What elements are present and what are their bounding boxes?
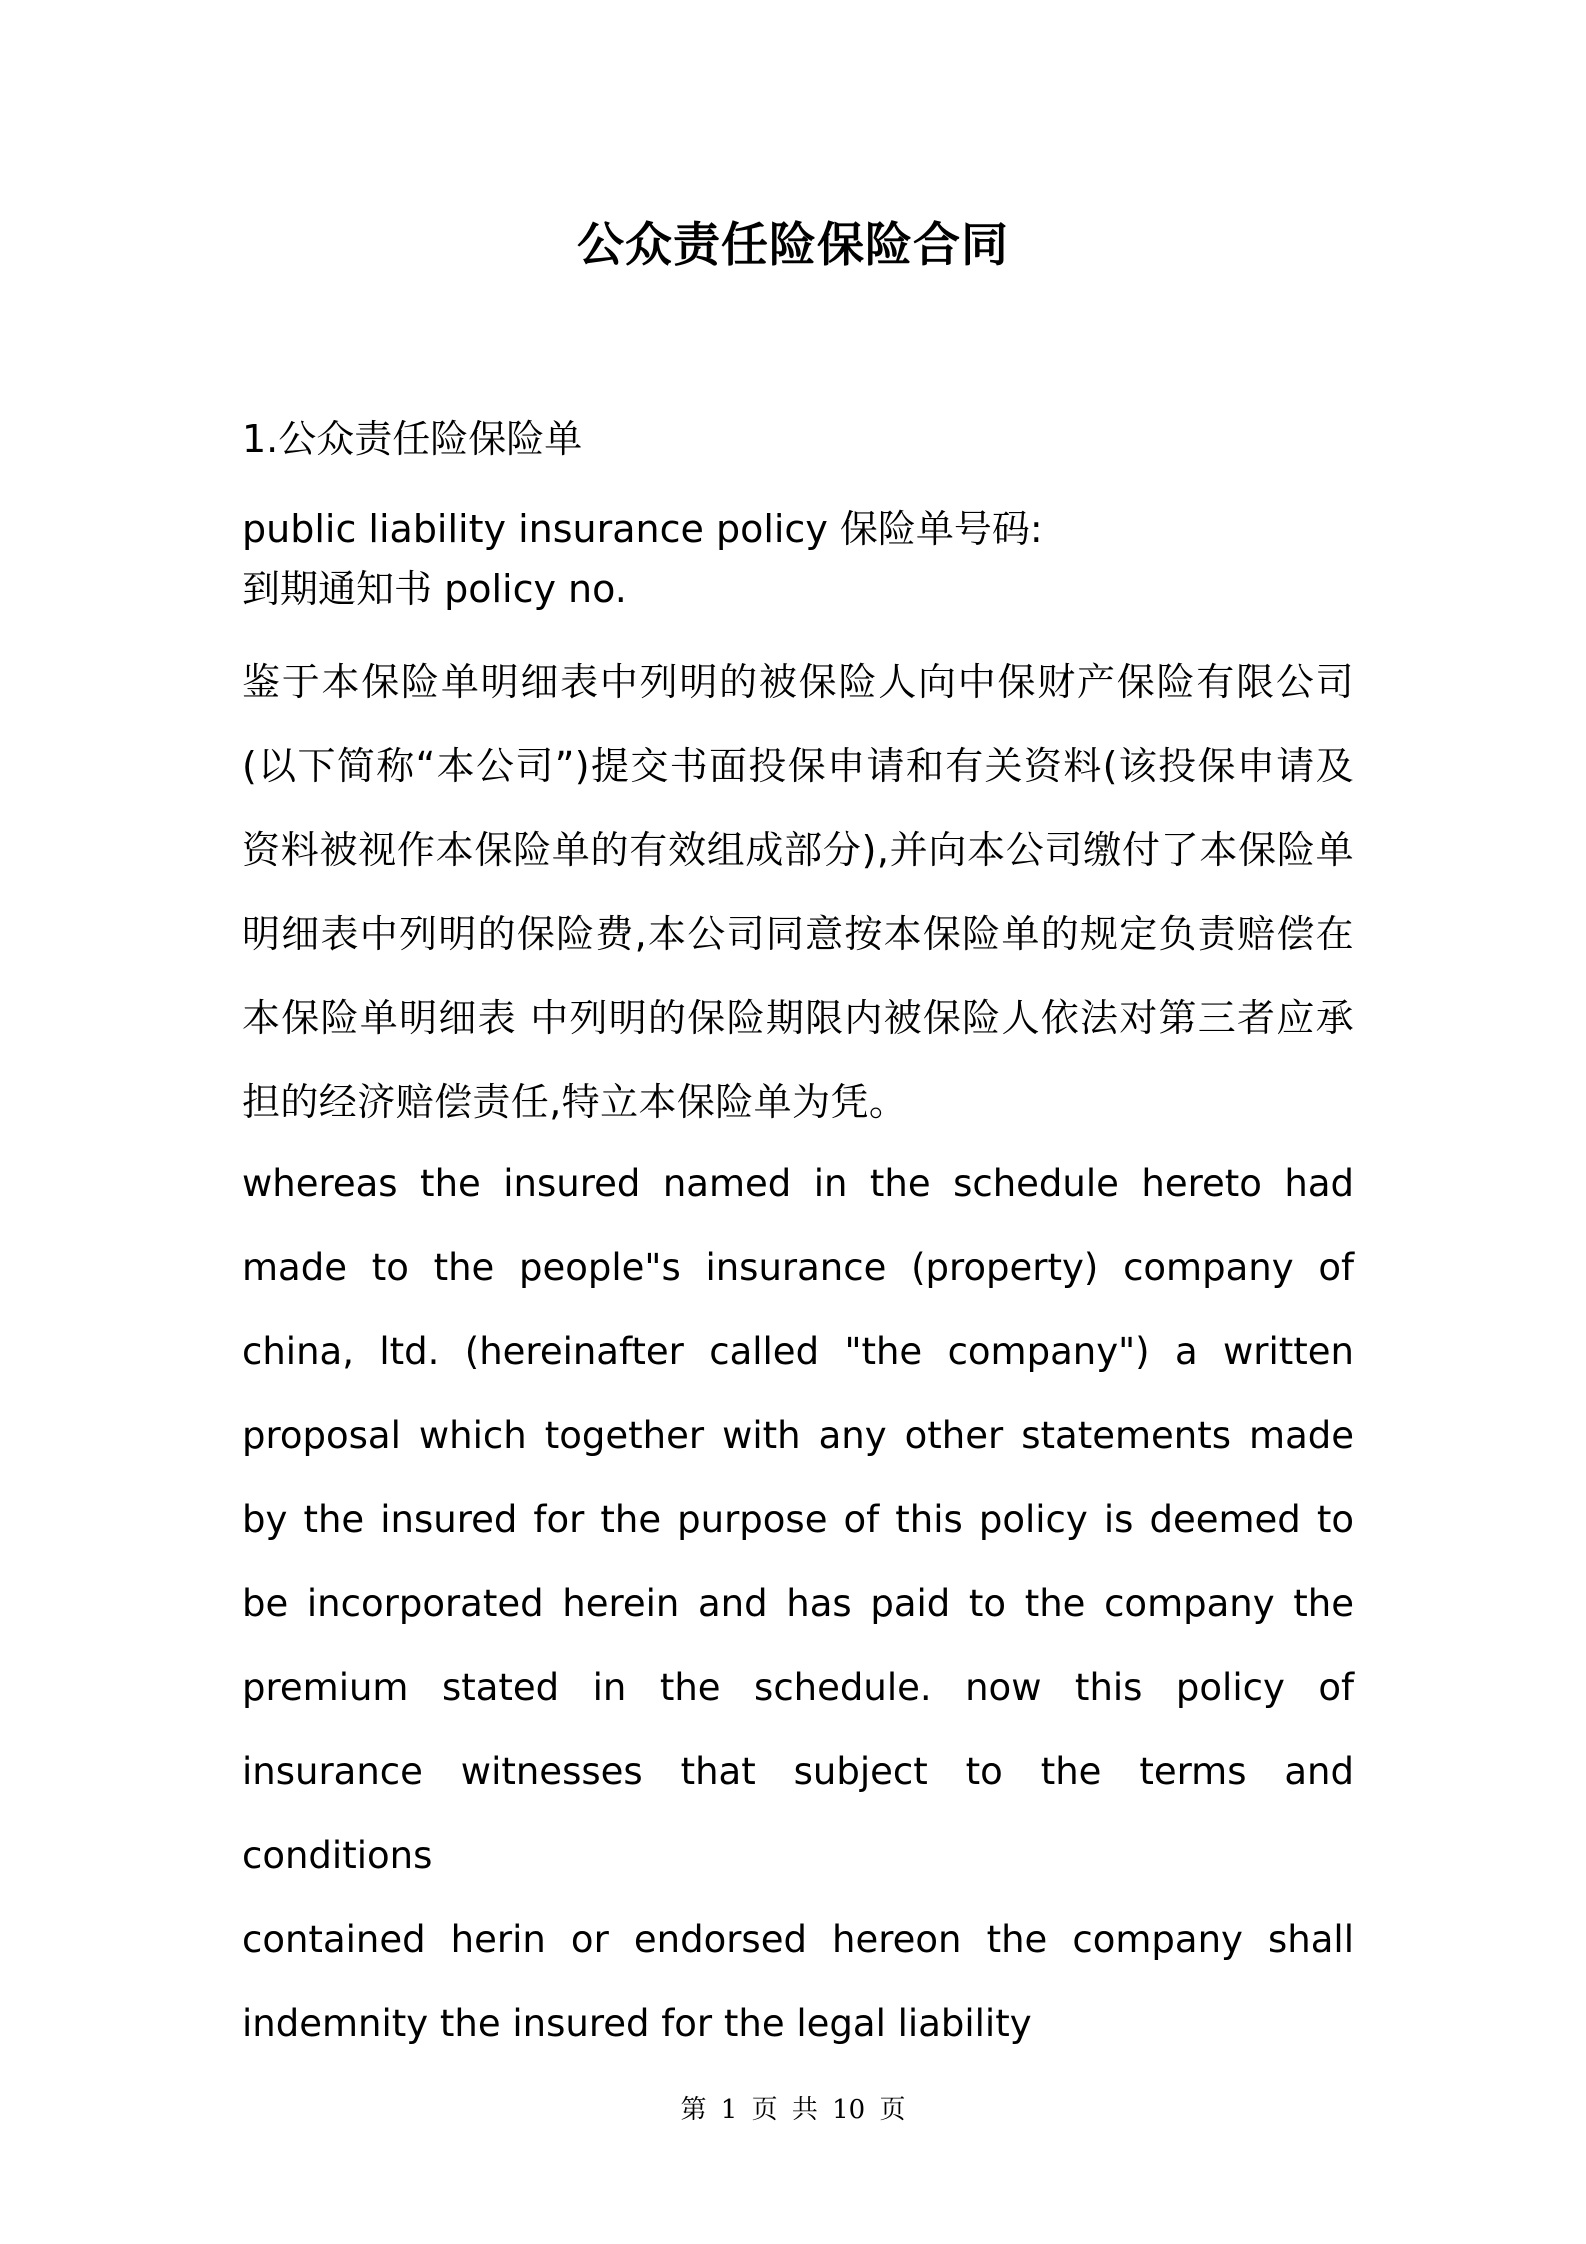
policy-number-line: public liability insurance policy 保险单号码: <box>242 507 1043 551</box>
english-clause-continuation: contained herin or endorsed hereon the company shall indemnity the insured for the legal liability <box>242 1918 1354 2045</box>
section-heading: 1.公众责任险保险单 <box>242 417 583 461</box>
english-clause-paragraph: whereas the insured named in the schedule hereto had made to the people"s insurance (property) company of china, ltd. (hereinafter called "the company") a written proposal which together with any other statements made by the insured for the purpose of this policy is deemed to be incorporated herein and has paid to the company the premium stated in the schedule. now this policy of insurance witnesses that subject to the terms and conditions <box>242 1162 1354 1877</box>
policy-no-line: 到期通知书 policy no. <box>242 567 627 611</box>
document-body <box>242 412 1354 2066</box>
document-title: 公众责任险保险合同 <box>577 218 1009 273</box>
chinese-clause-paragraph: 鉴于本保险单明细表中列明的被保险人向中保财产保险有限公司(以下简称“本公司”)提交书面投保申请和有关资料(该投保申请及资料被视作本保险单的有效组成部分),并向本公司缴付了本保险单明细表中列明的保险费,本公司同意按本保险单的规定负责赔偿在本保险单明细表 中列明的保险期限内被保险人依法对第三者应承担的经济赔偿责任,特立本保险单为凭。 <box>242 660 1354 1124</box>
page-number-footer: 第 1 页 共 10 页 <box>680 2095 906 2125</box>
